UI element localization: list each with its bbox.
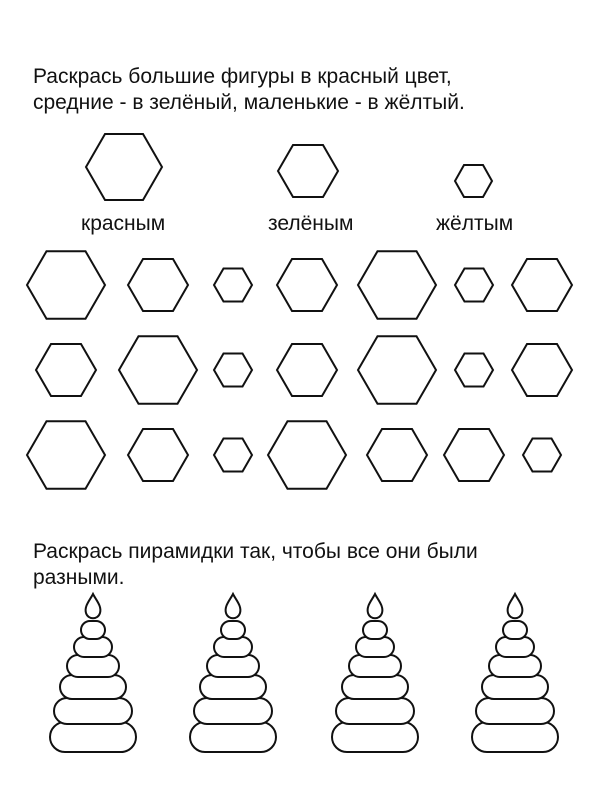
pyramid-ring[interactable] <box>503 621 527 639</box>
pyramid[interactable] <box>332 594 418 752</box>
hexagon-large[interactable] <box>27 251 105 319</box>
pyramid-ring[interactable] <box>67 655 119 677</box>
hexagon-small[interactable] <box>455 269 493 302</box>
hexagon-large[interactable] <box>358 251 436 319</box>
legend-label-green: зелёным <box>268 212 354 235</box>
hexagon-medium[interactable] <box>277 344 337 396</box>
hexagon-small[interactable] <box>455 354 493 387</box>
hexagon-medium[interactable] <box>36 344 96 396</box>
pyramid[interactable] <box>190 594 276 752</box>
pyramid-ring[interactable] <box>54 698 132 724</box>
legend-label-yellow: жёлтым <box>436 212 514 235</box>
legend-label-red: красным <box>81 212 166 235</box>
pyramid-ring[interactable] <box>190 722 276 752</box>
pyramid-ring[interactable] <box>472 722 558 752</box>
hexagon-medium[interactable] <box>128 429 188 481</box>
hexagon-large[interactable] <box>27 421 105 489</box>
hexagon-small[interactable] <box>214 439 252 472</box>
instruction-2-line-2: разными. <box>33 566 125 589</box>
hexagon-large[interactable] <box>119 336 197 404</box>
hexagon-medium[interactable] <box>128 259 188 311</box>
pyramid-ring[interactable] <box>349 655 401 677</box>
pyramid-ring[interactable] <box>221 621 245 639</box>
pyramid-ring[interactable] <box>336 698 414 724</box>
pyramid[interactable] <box>472 594 558 752</box>
hexagon-small[interactable] <box>214 354 252 387</box>
hexagon-medium[interactable] <box>512 344 572 396</box>
instruction-1-line-1: Раскрась большие фигуры в красный цвет, <box>33 65 452 88</box>
hexagon-medium[interactable] <box>444 429 504 481</box>
legend-hexagon-large[interactable] <box>86 134 162 200</box>
pyramid[interactable] <box>50 594 136 752</box>
hexagon-small[interactable] <box>214 269 252 302</box>
hexagon-large[interactable] <box>358 336 436 404</box>
pyramid-ring[interactable] <box>50 722 136 752</box>
pyramid-tip[interactable] <box>86 594 101 618</box>
pyramids-group <box>50 594 558 752</box>
instruction-colour-by-size <box>33 64 578 116</box>
instruction-2-line-1: Раскрась пирамидки так, чтобы все они были <box>33 540 478 563</box>
pyramid-tip[interactable] <box>368 594 383 618</box>
pyramid-ring[interactable] <box>60 675 126 699</box>
hexagon-medium[interactable] <box>277 259 337 311</box>
pyramid-tip[interactable] <box>508 594 523 618</box>
hexagon-small[interactable] <box>523 439 561 472</box>
hexagon-medium[interactable] <box>512 259 572 311</box>
legend-hexagon-small[interactable] <box>455 165 492 197</box>
pyramid-ring[interactable] <box>207 655 259 677</box>
pyramid-ring[interactable] <box>200 675 266 699</box>
instruction-1-line-2: средние - в зелёный, маленькие - в жёлтый. <box>33 91 465 114</box>
instruction-colour-pyramids <box>33 539 578 591</box>
hexagon-large[interactable] <box>268 421 346 489</box>
pyramid-ring[interactable] <box>194 698 272 724</box>
pyramid-ring[interactable] <box>482 675 548 699</box>
pyramid-ring[interactable] <box>489 655 541 677</box>
pyramid-ring[interactable] <box>81 621 105 639</box>
legend-hexagon-medium[interactable] <box>278 145 338 197</box>
pyramid-ring[interactable] <box>332 722 418 752</box>
hexagon-grid <box>27 251 572 489</box>
hexagon-medium[interactable] <box>367 429 427 481</box>
pyramid-ring[interactable] <box>476 698 554 724</box>
pyramid-ring[interactable] <box>342 675 408 699</box>
pyramid-tip[interactable] <box>226 594 241 618</box>
pyramid-ring[interactable] <box>363 621 387 639</box>
